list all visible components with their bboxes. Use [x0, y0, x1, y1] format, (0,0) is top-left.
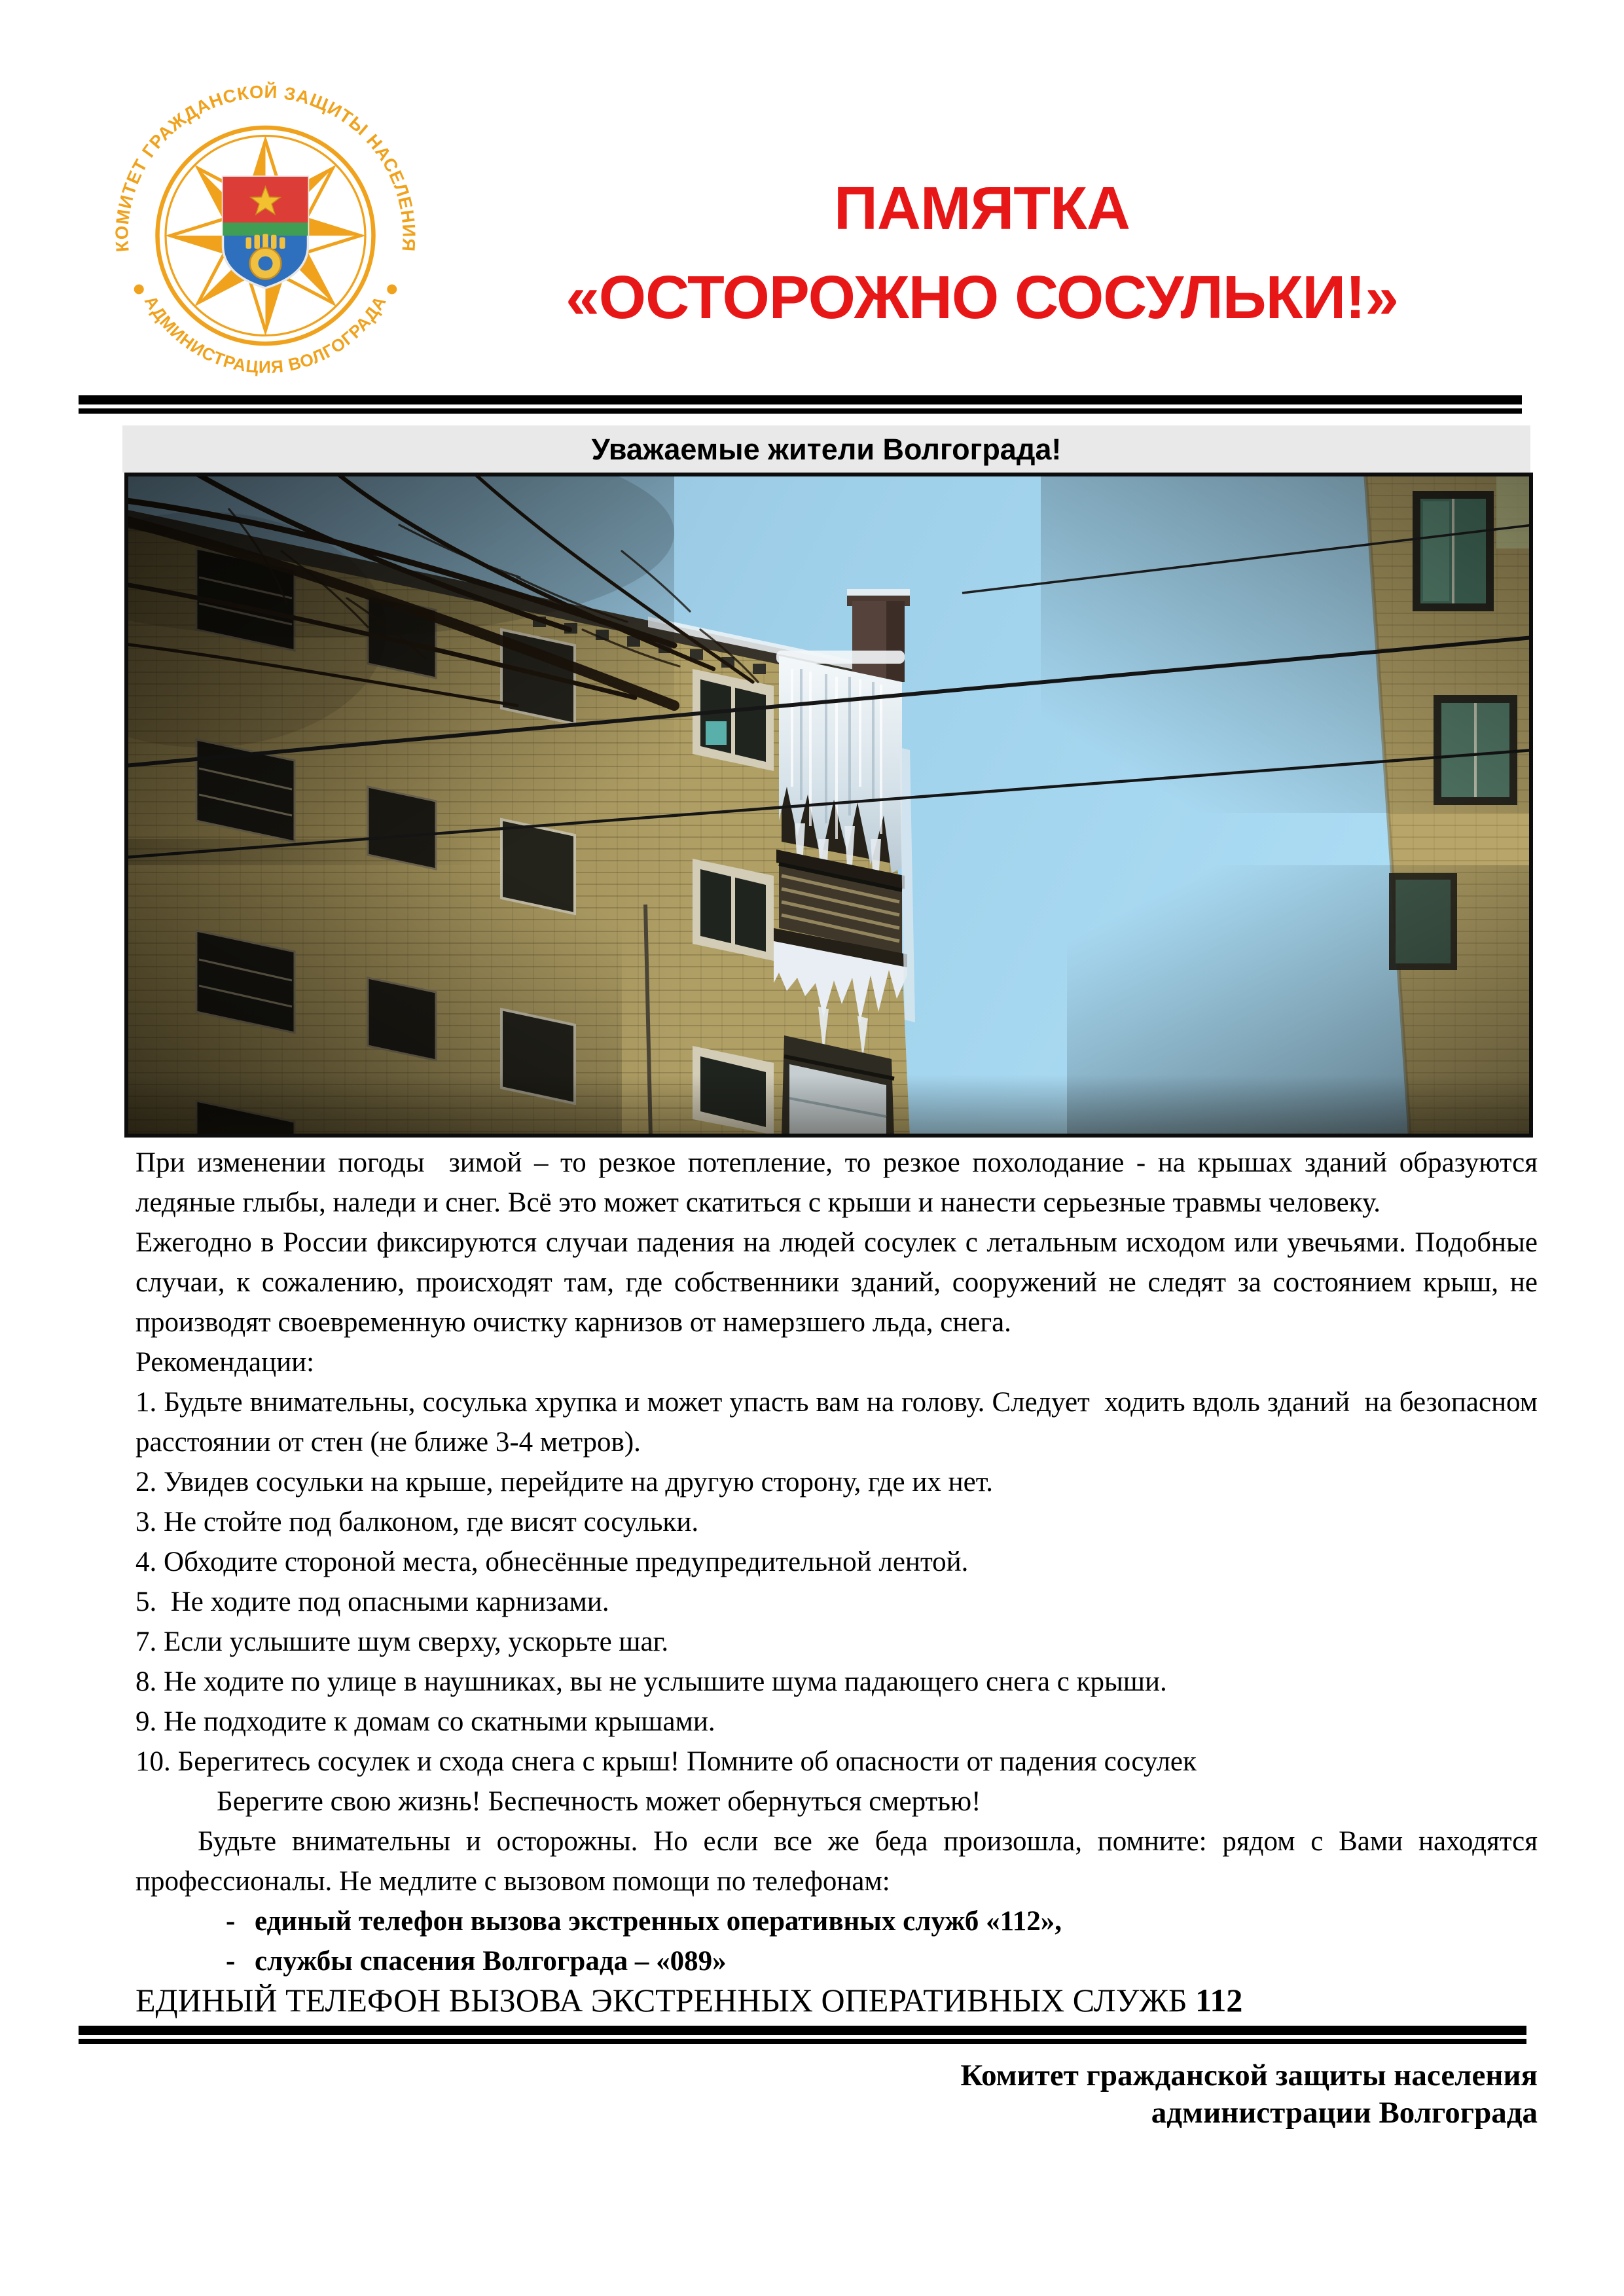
warning-line: Берегите свою жизнь! Беспечность может обернуться смертью!	[217, 1786, 981, 1817]
recommendation-item: 7. Если услышите шум сверху, ускорьте шаг.	[135, 1626, 669, 1657]
recommendation-item: 8. Не ходите по улице в наушниках, вы не услышите шума падающего снега с крыши.	[135, 1666, 1167, 1697]
intro-paragraph-1: При изменении погоды зимой – то резкое потепление, то резкое похолодание - на крышах зданий образуются ледяные глыбы, наледи и снег. Всё это может скатиться с крыши и нанести серьезные травмы человеку.	[135, 1147, 1545, 1218]
recommendation-item: 9. Не подходите к домам со скатными крышами.	[135, 1706, 715, 1737]
footer-signature	[135, 2057, 1538, 2132]
doc-title-line-1: ПАМЯТКА	[833, 174, 1130, 242]
dash-bullet: -	[226, 1946, 236, 1977]
phone-text: службы спасения Волгограда – «089»	[255, 1946, 727, 1977]
recommendation-item: 4. Обходите стороной места, обнесённые предупредительной лентой.	[135, 1547, 969, 1577]
recommendations-list	[135, 1382, 1545, 1782]
divider-bar-thick	[79, 2026, 1526, 2035]
white-frame-window	[693, 859, 774, 961]
arc-separator-dot	[134, 285, 144, 295]
dash-bullet: -	[226, 1906, 236, 1937]
phone-text: единый телефон вызова экстренных оперативных служб «112»,	[255, 1906, 1062, 1937]
civil-protection-emblem-icon	[97, 72, 434, 399]
footer-line-1: Комитет гражданской защиты населения	[960, 2058, 1538, 2092]
arc-bottom-text: АДМИНИСТРАЦИЯ ВОЛГОГРАДА	[140, 292, 391, 377]
arc-top-text: КОМИТЕТ ГРАЖДАНСКОЙ ЗАЩИТЫ НАСЕЛЕНИЯ	[111, 81, 420, 253]
closing-paragraph: Будьте внимательны и осторожны. Но если все же беда произошла, помните: рядом с Вами находятся профессионалы. Не медлите с вызовом помощи по телефонам:	[135, 1826, 1545, 1897]
recommendation-item: 10. Берегитесь сосулек и схода снега с крыш! Помните об опасности от падения сосулек	[135, 1746, 1197, 1777]
emergency-line	[135, 1981, 1538, 2019]
building-photo-svg	[124, 473, 1533, 1138]
doc-title	[406, 164, 1558, 342]
phone-line-112	[135, 1901, 1538, 1941]
greeting-banner	[122, 425, 1530, 473]
chimney	[847, 589, 910, 682]
recommendation-item: 2. Увидев сосульки на крыше, перейдите на другую сторону, где их нет.	[135, 1467, 994, 1498]
emergency-text: ЕДИНЫЙ ТЕЛЕФОН ВЫЗОВА ЭКСТРЕННЫХ ОПЕРАТИВНЫХ СЛУЖБ	[135, 1982, 1196, 2018]
divider-bottom	[79, 2026, 1526, 2044]
divider-top	[79, 395, 1522, 414]
phone-line-089	[135, 1941, 1538, 1981]
recommendations-heading: Рекомендации:	[135, 1347, 315, 1378]
divider-bar-thick	[79, 395, 1522, 404]
divider-bar-thin	[79, 408, 1522, 414]
intro-paragraph-2: Ежегодно в России фиксируются случаи падения на людей сосулек с летальным исходом или увечьями. Подобные случаи, к сожалению, происходят там, где собственники зданий, сооружений не следят за состоянием крыш, не производят своевременную очистку карнизов от намерзшего льда, снега.	[135, 1227, 1545, 1338]
footer-line-2: администрации Волгограда	[1151, 2096, 1538, 2130]
divider-bar-thin	[79, 2039, 1526, 2044]
emergency-number: 112	[1195, 1982, 1243, 2018]
doc-title-line-2: «ОСТОРОЖНО СОСУЛЬКИ!»	[566, 263, 1398, 331]
emblem-svg	[97, 72, 434, 399]
arc-separator-dot	[387, 285, 397, 295]
white-frame-window	[693, 669, 774, 771]
volgograd-shield-icon	[223, 177, 308, 288]
icicles-building-photo	[124, 473, 1533, 1138]
greeting-banner-text: Уважаемые жители Волгограда!	[591, 433, 1062, 466]
body-text	[135, 1143, 1545, 2132]
recommendation-item: 3. Не стойте под балконом, где висят сосульки.	[135, 1507, 699, 1537]
recommendation-item: 5. Не ходите под опасными карнизами.	[135, 1587, 609, 1617]
recommendation-item: 1. Будьте внимательны, сосулька хрупка и может упасть вам на голову. Следует ходить вдоль зданий на безопасном расстоянии от стен (не ближе 3-4 метров).	[135, 1387, 1545, 1458]
